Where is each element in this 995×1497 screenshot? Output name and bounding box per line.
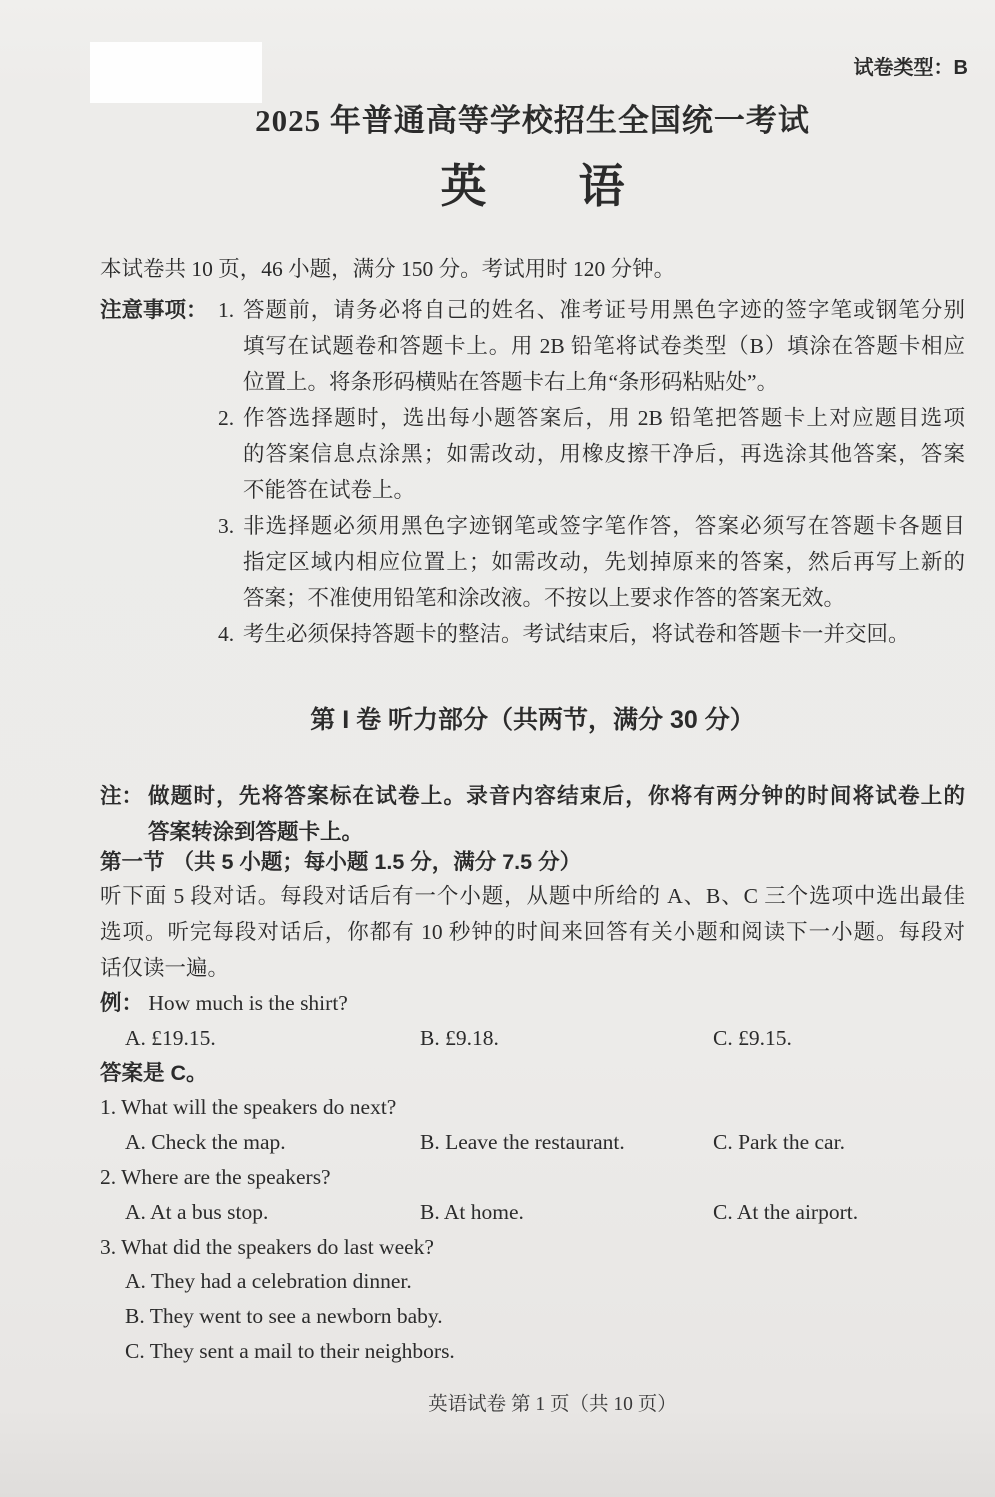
notice-item-number: 4. [218,622,235,646]
question-2: 2. Where are the speakers? [100,1164,331,1189]
notice-line: 的答案信息点涂黑；如需改动，用橡皮擦干净后，再选涂其他答案，答案 [243,442,965,466]
option-a: A. Check the map. [125,1130,286,1155]
section1-header [100,845,965,880]
notice-item-1 [218,292,965,400]
option-b: B. Leave the restaurant. [420,1130,625,1155]
option-b: B. At home. [420,1199,524,1224]
subject-title: 英 语 [440,161,625,212]
page-footer: 英语试卷 第 1 页（共 10 页） [428,1394,677,1415]
notice-line: 不能答在试卷上。 [243,478,416,502]
section1-instructions [100,878,965,986]
notice-line: 位置上。将条形码横贴在答题卡右上角“条形码粘贴处”。 [243,370,779,394]
note-label: 注： [100,784,144,808]
notice-line: 指定区域内相应位置上；如需改动，先划掉原来的答案，然后再写上新的 [243,550,965,574]
example-question-text: How much is the shirt? [148,991,348,1015]
notice-item-3 [218,508,965,616]
notice-line: 考生必须保持答题卡的整洁。考试结束后，将试卷和答题卡一并交回。 [243,622,910,646]
question-1-options [100,1125,965,1160]
notice-line: 答题前，请务必将自己的姓名、准考证号用黑色字迹的签字笔或钢笔分别 [243,298,965,322]
question-1: 1. What will the speakers do next? [100,1095,397,1120]
option-a: A. At a bus stop. [125,1199,269,1224]
notice-items [218,292,965,652]
notice-item-number: 3. [218,514,235,538]
notice-item-number: 2. [218,406,235,430]
notice-line: 填写在试题卷和答题卡上。用 2B 铅笔将试卷类型（B）填涂在答题卡相应 [243,334,965,358]
part1-heading: 第 I 卷 听力部分（共两节，满分 30 分） [310,706,755,734]
note-line: 答案转涂到答题卡上。 [148,820,364,844]
notice-label: 注意事项： [100,298,208,322]
option-c: C. Park the car. [713,1130,845,1155]
section1-desc: （共 5 小题；每小题 1.5 分，满分 7.5 分） [172,850,582,874]
notice-section [100,292,965,652]
exam-type-label: 试卷类型：B [853,57,968,79]
exam-title: 2025 年普通高等学校招生全国统一考试 [255,103,810,138]
example-question [100,986,965,1021]
listening-questions [100,986,965,1369]
listening-note [100,778,965,850]
notice-item-4 [218,616,965,652]
notice-line: 答案；不准使用铅笔和涂改液。不按以上要求作答的答案无效。 [243,586,846,610]
option-b: B. £9.18. [420,1025,499,1050]
note-line: 做题时，先将答案标在试卷上。录音内容结束后，你将有两分钟的时间将试卷上的 [148,784,965,808]
option-b: B. They went to see a newborn baby. [125,1304,443,1329]
question-3: 3. What did the speakers do last week? [100,1234,434,1259]
option-c: C. At the airport. [713,1199,859,1224]
notice-item-number: 1. [218,298,235,322]
example-label: 例： [100,991,144,1015]
section1-label: 第一节 [100,850,165,874]
example-answer: 答案是 C。 [100,1060,208,1085]
example-options [100,1021,965,1056]
option-a: A. £19.15. [125,1025,216,1050]
notice-line: 作答选择题时，选出每小题答案后，用 2B 铅笔把答题卡上对应题目选项 [243,406,965,430]
notice-item-2 [218,400,965,508]
option-a: A. They had a celebration dinner. [125,1269,412,1294]
instruction-line: 选项。听完每段对话后，你都有 10 秒钟的时间来回答有关小题和阅读下一小题。每段对 [100,920,965,944]
notice-line: 非选择题必须用黑色字迹钢笔或签字笔作答，答案必须写在答题卡各题目 [243,514,965,538]
instruction-line: 听下面 5 段对话。每段对话后有一个小题，从题中所给的 A、B、C 三个选项中选出最佳 [100,884,965,908]
paper-summary: 本试卷共 10 页，46 小题，满分 150 分。考试用时 120 分钟。 [100,257,676,281]
instruction-line: 话仅读一遍。 [100,956,230,980]
option-c: C. They sent a mail to their neighbors. [125,1338,455,1363]
option-c: C. £9.15. [713,1025,792,1050]
question-2-options [100,1195,965,1230]
